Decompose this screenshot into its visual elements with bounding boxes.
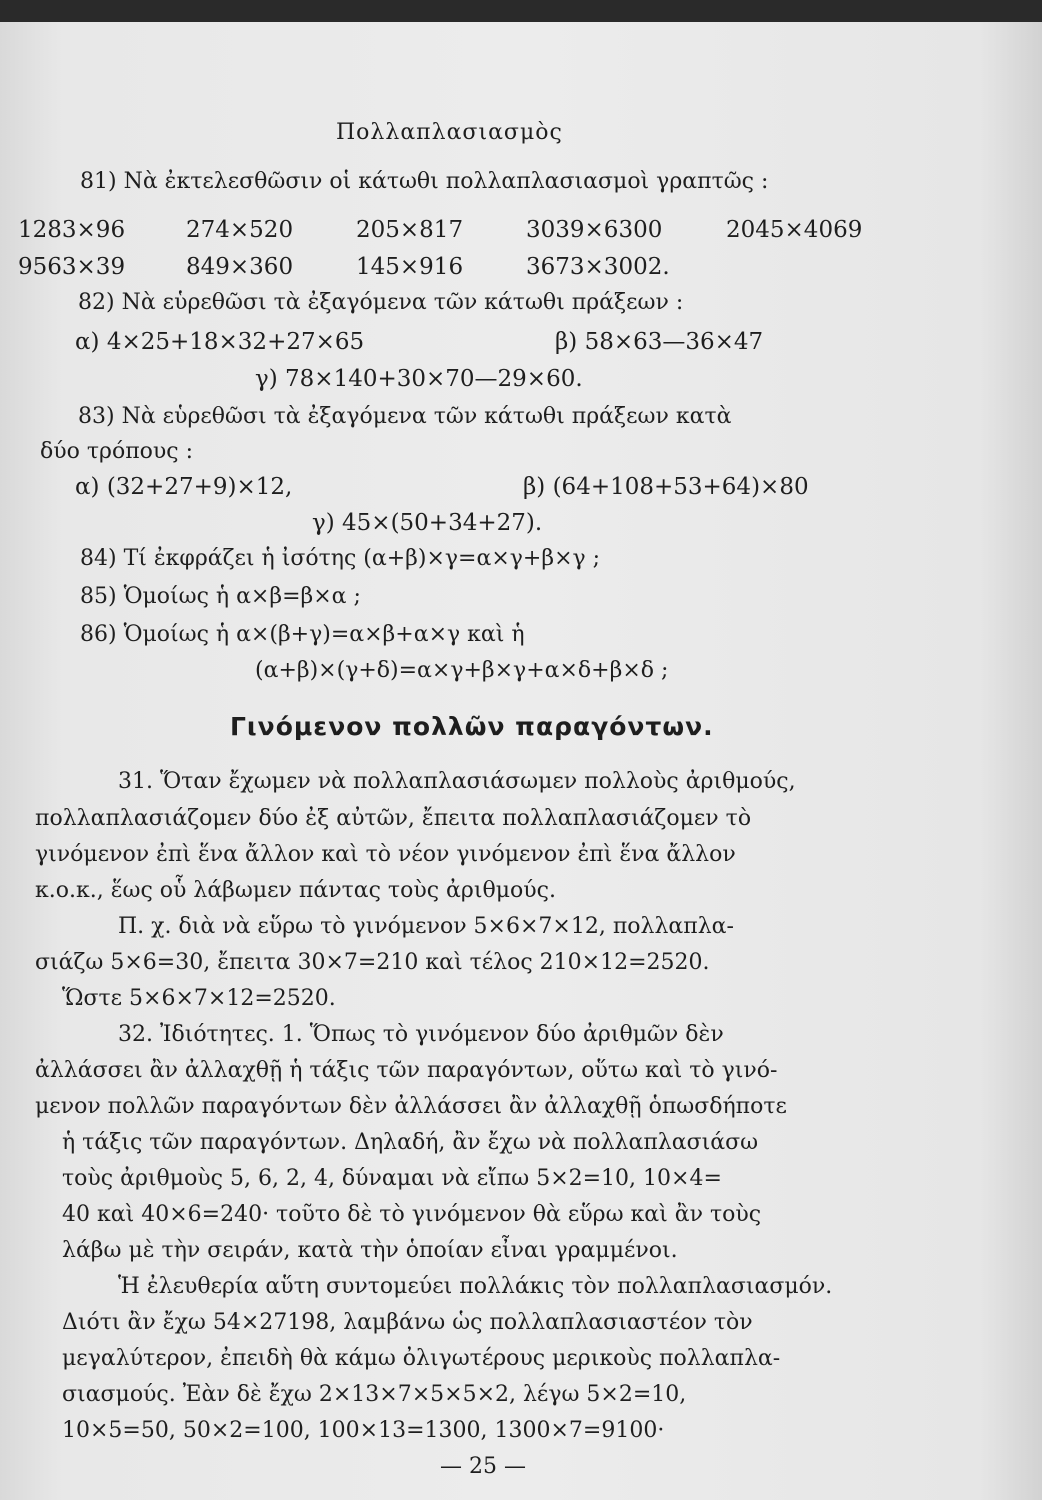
exercise-86-line-1: 86) Ὁμοίως ἡ α×(β+γ)=α×β+α×γ καὶ ἡ [80, 622, 525, 647]
paragraph-line: ἀλλάσσει ἂν ἀλλαχθῇ ἡ τάξις τῶν παραγόντων, οὕτω καὶ τὸ γινό- [35, 1058, 778, 1083]
exercise-82-a: α) 4×25+18×32+27×65 [75, 329, 365, 355]
exercise-83-intro-2: δύο τρόπους : [40, 439, 194, 464]
paragraph-line: γινόμενον ἐπὶ ἕνα ἄλλον καὶ τὸ νέον γινόμενον ἐπὶ ἕνα ἄλλον [35, 842, 736, 867]
paragraph-line: κ.ο.κ., ἕως οὗ λάβωμεν πάντας τοὺς ἀριθμούς. [35, 878, 556, 903]
paragraph-line: Διότι ἂν ἔχω 54×27198, λαμβάνω ὡς πολλαπλασιαστέον τὸν [62, 1310, 753, 1335]
paragraph-line: σιάζω 5×6=30, ἔπειτα 30×7=210 καὶ τέλος 210×12=2520. [35, 950, 710, 975]
product-item: 205×817 [356, 217, 464, 243]
exercise-83-c: γ) 45×(50+34+27). [312, 510, 543, 536]
product-item: 145×916 [356, 254, 464, 280]
product-item: 849×360 [186, 254, 294, 280]
paragraph-line: 32. Ἰδιότητες. 1. Ὅπως τὸ γινόμενον δύο ἀριθμῶν δὲν [118, 1022, 724, 1047]
paragraph-line: 31. Ὅταν ἔχωμεν νὰ πολλαπλασιάσωμεν πολλοὺς ἀριθμούς, [118, 769, 796, 794]
paragraph-line: 10×5=50, 50×2=100, 100×13=1300, 1300×7=9100· [62, 1418, 665, 1443]
paragraph-line: τοὺς ἀριθμοὺς 5, 6, 2, 4, δύναμαι νὰ εἴπω 5×2=10, 10×4= [62, 1166, 722, 1191]
product-item: 3039×6300 [526, 217, 663, 243]
exercise-81-row-1 [18, 215, 862, 245]
paragraph-line: μενον πολλῶν παραγόντων δὲν ἀλλάσσει ἂν ἀλλαχθῇ ὁπωσδήποτε [35, 1094, 787, 1119]
product-item: 9563×39 [18, 254, 126, 280]
exercise-82-c: γ) 78×140+30×70—29×60. [255, 366, 583, 392]
exercise-81-intro: 81) Νὰ ἐκτελεσθῶσιν οἱ κάτωθι πολλαπλασιασμοὶ γραπτῶς : [80, 169, 769, 194]
paragraph-line: 40 καὶ 40×6=240· τοῦτο δὲ τὸ γινόμενον θὰ εὕρω καὶ ἂν τοὺς [62, 1202, 762, 1227]
exercise-84: 84) Τί ἐκφράζει ἡ ἰσότης (α+β)×γ=α×γ+β×γ ; [80, 546, 601, 571]
exercise-85: 85) Ὁμοίως ἡ α×β=β×α ; [80, 584, 361, 609]
product-item: 2045×4069 [726, 217, 863, 243]
paragraph-line: Ὥστε 5×6×7×12=2520. [62, 986, 336, 1011]
product-item: 3673×3002. [526, 254, 670, 280]
paragraph-line: Ἡ ἐλευθερία αὕτη συντομεύει πολλάκις τὸν πολλαπλασιασμόν. [118, 1274, 833, 1299]
product-item: 274×520 [186, 217, 294, 243]
exercise-83-a: α) (32+27+9)×12, [75, 474, 293, 500]
exercise-83-intro: 83) Νὰ εὑρεθῶσι τὰ ἐξαγόμενα τῶν κάτωθι πράξεων κατὰ [78, 404, 732, 429]
paragraph-line: σιασμούς. Ἐὰν δὲ ἔχω 2×13×7×5×5×2, λέγω 5×2=10, [62, 1382, 687, 1407]
paragraph-line: ἡ τάξις τῶν παραγόντων. Δηλαδή, ἂν ἔχω νὰ πολλαπλασιάσω [62, 1130, 759, 1155]
running-head: Πολλαπλασιασμὸς [336, 120, 563, 145]
product-item: 1283×96 [18, 217, 126, 243]
exercise-82-b: β) 58×63—36×47 [555, 329, 764, 355]
exercise-83-b: β) (64+108+53+64)×80 [523, 474, 809, 500]
section-heading: Γινόμενον πολλῶν παραγόντων. [230, 712, 714, 741]
paragraph-line: πολλαπλασιάζομεν δύο ἐξ αὐτῶν, ἔπειτα πολλαπλασιάζομεν τὸ [35, 806, 752, 831]
exercise-81-row-2 [18, 252, 670, 282]
paragraph-line: μεγαλύτερον, ἐπειδὴ θὰ κάμω ὀλιγωτέρους μερικοὺς πολλαπλα- [62, 1346, 781, 1371]
page-number: — 25 — [440, 1454, 526, 1479]
paragraph-line: λάβω μὲ τὴν σειράν, κατὰ τὴν ὁποίαν εἶναι γραμμένοι. [62, 1238, 678, 1263]
book-page [0, 22, 1042, 1500]
exercise-82-intro: 82) Νὰ εὑρεθῶσι τὰ ἐξαγόμενα τῶν κάτωθι πράξεων : [78, 290, 684, 315]
exercise-86-line-2: (α+β)×(γ+δ)=α×γ+β×γ+α×δ+β×δ ; [255, 658, 669, 683]
paragraph-line: Π. χ. διὰ νὰ εὕρω τὸ γινόμενον 5×6×7×12, πολλαπλα- [118, 914, 734, 939]
